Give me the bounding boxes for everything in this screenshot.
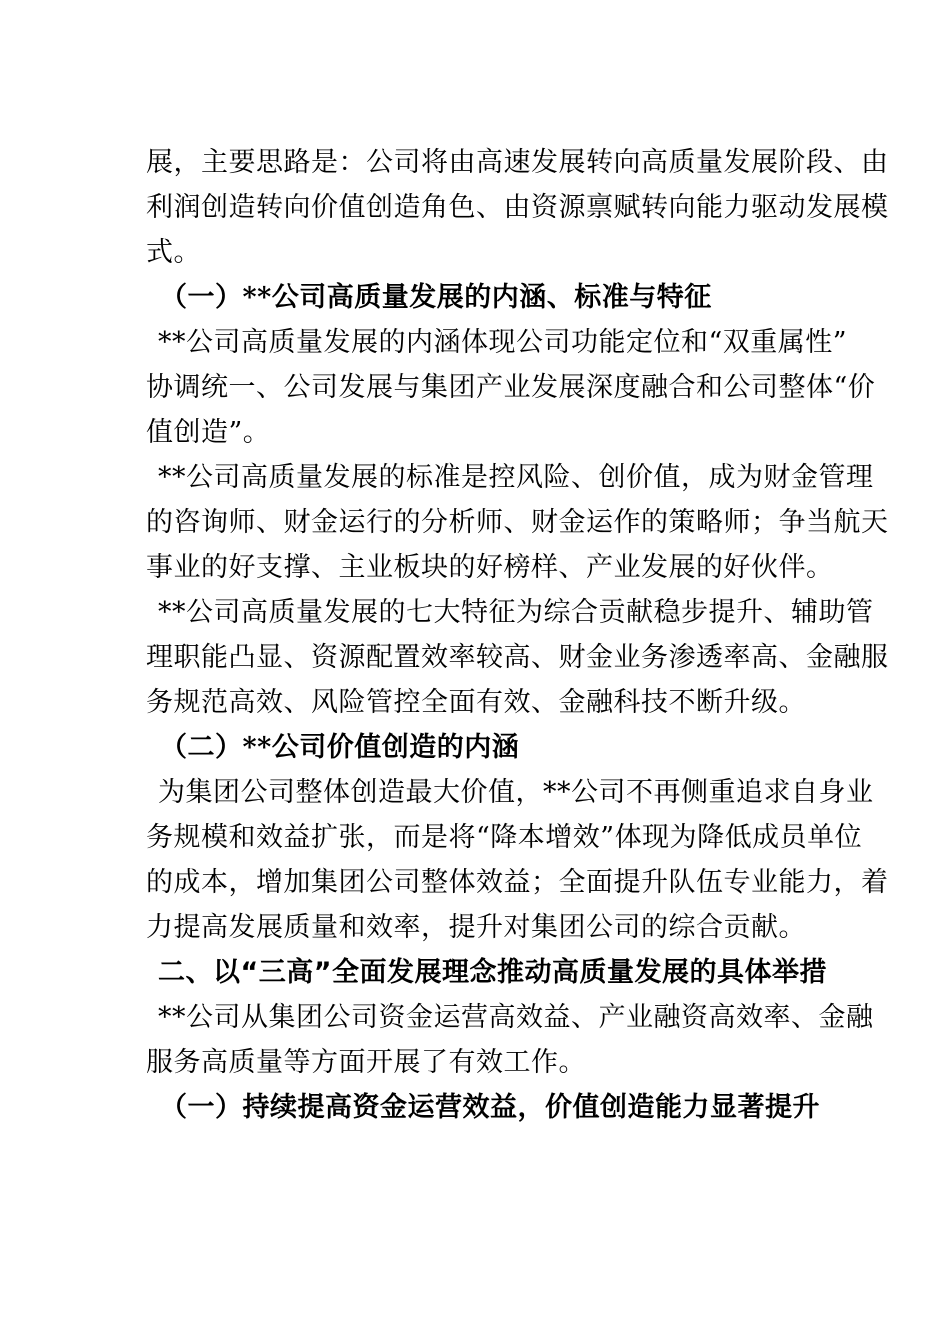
body-text-line: 服务高质量等方面开展了有效工作。 bbox=[146, 1047, 586, 1078]
body-text-line: 的成本，增加集团公司整体效益；全面提升队伍专业能力，着 bbox=[146, 867, 889, 898]
body-text-line: 务规范高效、风险管控全面有效、金融科技不断升级。 bbox=[146, 687, 806, 718]
body-text-line: 事业的好支撑、主业板块的好榜样、产业发展的好伙伴。 bbox=[146, 552, 834, 583]
body-text-line: 式。 bbox=[146, 237, 201, 268]
body-text-line: 理职能凸显、资源配置效率较高、财金业务渗透率高、金融服 bbox=[146, 642, 889, 673]
body-text-line: 利润创造转向价值创造角色、由资源禀赋转向能力驱动发展模 bbox=[146, 192, 889, 223]
section-heading: （一）**公司高质量发展的内涵、标准与特征 bbox=[160, 282, 712, 313]
body-text-line: 务规模和效益扩张，而是将“降本增效”体现为降低成员单位 bbox=[146, 822, 863, 853]
body-text-line: **公司高质量发展的内涵体现公司功能定位和“双重属性” bbox=[158, 327, 848, 358]
body-text-line: 为集团公司整体创造最大价值，**公司不再侧重追求自身业 bbox=[158, 777, 874, 808]
body-text-line: 值创造”。 bbox=[146, 417, 271, 448]
chapter-heading: 二、以“三高”全面发展理念推动高质量发展的具体举措 bbox=[158, 957, 827, 988]
body-text-line: **公司高质量发展的七大特征为综合贡献稳步提升、辅助管 bbox=[158, 597, 874, 628]
body-text-line: 的咨询师、财金运行的分析师、财金运作的策略师；争当航天 bbox=[146, 507, 889, 538]
section-heading: （二）**公司价值创造的内涵 bbox=[160, 732, 520, 763]
body-text-line: **公司高质量发展的标准是控风险、创价值，成为财金管理 bbox=[158, 462, 874, 493]
body-text-line: 力提高发展质量和效率，提升对集团公司的综合贡献。 bbox=[146, 912, 806, 943]
section-heading: （一）持续提高资金运营效益，价值创造能力显著提升 bbox=[160, 1092, 820, 1123]
body-text-line: 协调统一、公司发展与集团产业发展深度融合和公司整体“价 bbox=[146, 372, 876, 403]
body-text-line: **公司从集团公司资金运营高效益、产业融资高效率、金融 bbox=[158, 1002, 874, 1033]
body-text-line: 展，主要思路是：公司将由高速发展转向高质量发展阶段、由 bbox=[146, 147, 889, 178]
